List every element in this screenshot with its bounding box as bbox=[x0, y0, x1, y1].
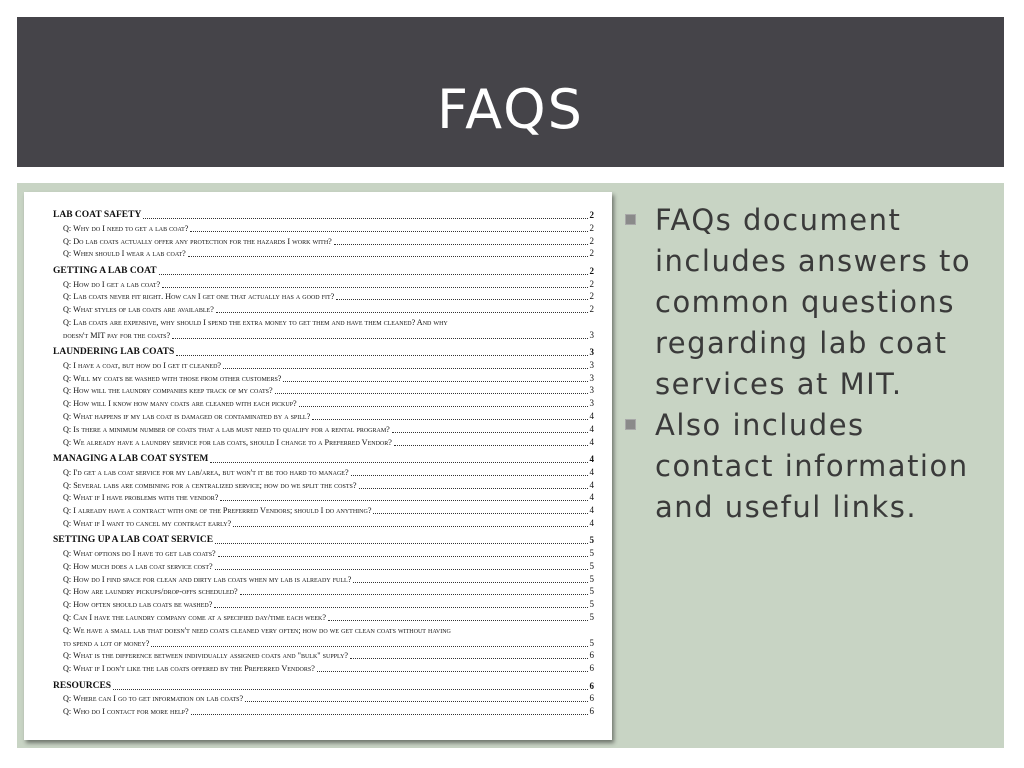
dot-leader bbox=[275, 393, 588, 394]
toc-page-number: 5 bbox=[589, 560, 594, 571]
toc-entry bbox=[63, 490, 594, 503]
toc-page-number: 4 bbox=[589, 453, 594, 464]
toc-entry-text: Q: Several labs are combining for a centralized service; how do we split the costs? bbox=[63, 480, 357, 490]
toc-entry bbox=[63, 478, 594, 491]
toc-page-number: 4 bbox=[589, 505, 594, 516]
toc-section-title: SETTING UP A LAB COAT SERVICE bbox=[53, 535, 214, 546]
toc-entry bbox=[63, 704, 594, 717]
toc-entry-text: Q: How will I know how many coats are cleaned with each pickup? bbox=[63, 399, 297, 409]
toc-entry-text: Q: Is there a minimum number of coats that a lab must need to qualify for a rental program? bbox=[63, 424, 390, 434]
toc-entry-text: Q: How often should lab coats be washed? bbox=[63, 600, 213, 610]
bullet-text: Also includes contact information and useful links. bbox=[655, 408, 969, 524]
dot-leader bbox=[317, 671, 588, 672]
square-bullet-icon bbox=[625, 214, 636, 225]
dot-leader bbox=[191, 714, 588, 715]
toc-page-number: 5 bbox=[589, 612, 594, 622]
toc-entry-text: to spend a lot of money? bbox=[63, 638, 150, 648]
toc-entry-text: Q: What if I want to cancel my contract early? bbox=[63, 518, 232, 528]
toc-page-number: 4 bbox=[589, 479, 594, 490]
bullet-text: FAQs document includes answers to common questions regarding lab coat services at MIT. bbox=[655, 203, 972, 401]
toc-section-heading bbox=[53, 452, 594, 465]
dot-leader bbox=[214, 607, 587, 608]
toc-entry-text: Q: How much does a lab coat service cost? bbox=[63, 561, 213, 571]
dot-leader bbox=[143, 218, 587, 219]
dot-leader bbox=[210, 462, 587, 463]
toc-page-number: 5 bbox=[589, 535, 594, 546]
toc-page-number: 6 bbox=[589, 706, 594, 717]
toc-page-number: 3 bbox=[589, 385, 594, 396]
dot-leader bbox=[283, 381, 587, 382]
dot-leader bbox=[176, 355, 587, 356]
toc-entry-text: Q: What if I have problems with the vendor? bbox=[63, 493, 219, 503]
toc-entry bbox=[63, 277, 594, 290]
toc-entry bbox=[63, 371, 594, 384]
toc-page-number: 5 bbox=[589, 599, 594, 610]
toc-entry bbox=[63, 289, 594, 302]
toc-entry-text: Q: We have a small lab that doesn't need coats cleaned very often; how do we get clean coats without having bbox=[63, 625, 451, 635]
dot-leader bbox=[312, 419, 587, 420]
toc-entry-text: Q: Where can I go to get information on lab coats? bbox=[63, 694, 244, 704]
toc-document-image bbox=[24, 192, 612, 740]
toc-entry-text: Q: What is the difference between individually assigned coats and "bulk" supply? bbox=[63, 651, 349, 661]
toc-entry-text: Q: How do I get a lab coat? bbox=[63, 279, 161, 289]
toc-page-number: 6 bbox=[589, 693, 594, 704]
toc-entry bbox=[63, 648, 594, 661]
dot-leader bbox=[392, 432, 588, 433]
toc-entry-text: Q: I already have a contract with one of the Preferred Vendors; should I do anything? bbox=[63, 506, 372, 516]
toc-entry-line bbox=[63, 315, 594, 328]
toc-entry bbox=[63, 383, 594, 396]
toc-entry-text: Q: When should I wear a lab coat? bbox=[63, 249, 186, 259]
toc-entry-text: Q: What styles of lab coats are available? bbox=[63, 305, 214, 315]
toc-page-number: 6 bbox=[589, 650, 594, 661]
toc-section-title: LAB COAT SAFETY bbox=[53, 210, 142, 220]
toc-entry-text: Q: We already have a laundry service for lab coats, should I change to a Preferred Vendor? bbox=[63, 437, 392, 447]
toc-page-number: 6 bbox=[589, 680, 594, 691]
dot-leader bbox=[336, 299, 587, 300]
dot-leader bbox=[350, 658, 587, 659]
bullet-item bbox=[624, 405, 984, 528]
toc-page-number: 5 bbox=[589, 586, 594, 597]
toc-entry-text: Q: How do I find space for clean and dirty lab coats when my lab is already full? bbox=[63, 574, 352, 584]
toc-page-number: 2 bbox=[589, 278, 594, 289]
toc-entry-text: Q: What options do I have to get lab coats? bbox=[63, 549, 216, 558]
toc-section-title: MANAGING A LAB COAT SYSTEM bbox=[53, 453, 209, 464]
toc-page-number: 2 bbox=[589, 265, 594, 276]
toc-entry-text: Q: Why do I need to get a lab coat? bbox=[63, 223, 189, 233]
toc-entry bbox=[63, 465, 594, 478]
toc-page-number: 3 bbox=[589, 347, 594, 357]
toc-entry bbox=[63, 503, 594, 516]
toc-entry bbox=[63, 661, 594, 674]
dot-leader bbox=[216, 312, 588, 313]
dot-leader bbox=[353, 582, 587, 583]
toc-section-title: RESOURCES bbox=[53, 680, 112, 691]
bullet-item bbox=[624, 200, 984, 405]
toc-section-heading bbox=[53, 533, 594, 546]
dot-leader bbox=[151, 646, 587, 647]
toc-entry-text: Q: Do lab coats actually offer any protection for the hazards I work with? bbox=[63, 236, 332, 246]
toc-page-number: 2 bbox=[589, 291, 594, 302]
toc-page-number: 5 bbox=[589, 573, 594, 584]
toc-entry bbox=[63, 546, 594, 559]
toc-section-title: GETTING A LAB COAT bbox=[53, 265, 157, 276]
toc-entry bbox=[63, 358, 594, 371]
toc-section-heading bbox=[53, 679, 594, 692]
dot-leader bbox=[113, 689, 587, 690]
toc-page-number: 5 bbox=[589, 548, 594, 558]
dot-leader bbox=[220, 500, 587, 501]
toc-entry-text: Q: What if I don't like the lab coats offered by the Preferred Vendors? bbox=[63, 664, 315, 674]
toc-entry-text: Q: How are laundry pickups/drop-offs scheduled? bbox=[63, 587, 238, 597]
toc-page-number: 5 bbox=[589, 637, 594, 648]
dot-leader bbox=[172, 338, 587, 339]
toc-page-number: 2 bbox=[589, 304, 594, 315]
dot-leader bbox=[190, 231, 587, 232]
toc-entry-text: doesn't MIT pay for the coats? bbox=[63, 330, 171, 340]
toc-entry bbox=[63, 610, 594, 623]
toc-page-number: 4 bbox=[589, 517, 594, 528]
toc-entry-text: Q: Who do I contact for more help? bbox=[63, 707, 189, 717]
toc-entry bbox=[63, 234, 594, 247]
toc-entry bbox=[63, 572, 594, 585]
dot-leader bbox=[240, 594, 588, 595]
toc-page-number: 2 bbox=[589, 235, 594, 246]
toc-entry bbox=[63, 409, 594, 422]
dot-leader bbox=[359, 488, 588, 489]
dot-leader bbox=[394, 445, 588, 446]
toc-entry-text: Q: I'd get a lab coat service for my lab/area, but won't it be too hard to manage? bbox=[63, 467, 349, 477]
toc-page-number: 3 bbox=[589, 398, 594, 409]
dot-leader bbox=[299, 406, 588, 407]
dot-leader bbox=[162, 287, 587, 288]
dot-leader bbox=[188, 256, 588, 257]
dot-leader bbox=[159, 274, 588, 275]
toc-page-number: 6 bbox=[589, 663, 594, 674]
toc-page-number: 4 bbox=[589, 466, 594, 477]
toc-page-number: 2 bbox=[589, 248, 594, 259]
dot-leader bbox=[328, 620, 587, 621]
toc-entry-line bbox=[63, 623, 594, 636]
toc-entry-text: Q: Will my coats be washed with those from other customers? bbox=[63, 373, 282, 383]
bullet-list bbox=[624, 200, 984, 528]
toc-entry-text: Q: What happens if my lab coat is damaged or contaminated by a spill? bbox=[63, 412, 311, 421]
toc-section-heading bbox=[53, 264, 594, 277]
dot-leader bbox=[334, 244, 588, 245]
square-bullet-icon bbox=[625, 419, 636, 430]
toc-page-number: 4 bbox=[589, 423, 594, 434]
toc-entry bbox=[63, 328, 594, 341]
toc-page-number: 2 bbox=[589, 210, 594, 220]
toc-page-number: 3 bbox=[589, 372, 594, 383]
toc-section-heading bbox=[53, 345, 594, 358]
title-bar bbox=[17, 17, 1004, 167]
toc-entry bbox=[63, 584, 594, 597]
dot-leader bbox=[245, 701, 587, 702]
toc-entry bbox=[63, 636, 594, 649]
toc-entry bbox=[63, 396, 594, 409]
dot-leader bbox=[215, 569, 588, 570]
toc-entry bbox=[63, 691, 594, 704]
dot-leader bbox=[215, 543, 587, 544]
toc-entry bbox=[63, 246, 594, 259]
dot-leader bbox=[218, 556, 588, 557]
dot-leader bbox=[233, 526, 587, 527]
toc-entry-text: Q: Lab coats are expensive, why should I spend the extra money to get them and have them cleaned? And why bbox=[63, 317, 448, 327]
dot-leader bbox=[351, 475, 588, 476]
toc-entry bbox=[63, 559, 594, 572]
toc-section-title: LAUNDERING LAB COATS bbox=[53, 347, 175, 357]
toc-entry-text: Q: I have a coat, but how do I get it cleaned? bbox=[63, 360, 222, 370]
toc-entry bbox=[63, 597, 594, 610]
toc-entry bbox=[63, 435, 594, 448]
slide-title: FAQS bbox=[437, 78, 584, 141]
toc-page-number: 4 bbox=[589, 411, 594, 421]
toc-page-number: 3 bbox=[589, 329, 594, 340]
toc-page-number: 4 bbox=[589, 492, 594, 503]
toc-section-heading bbox=[53, 208, 594, 221]
toc-page-number: 4 bbox=[589, 436, 594, 447]
toc-entry bbox=[63, 422, 594, 435]
toc-entry bbox=[63, 302, 594, 315]
toc-entry bbox=[63, 516, 594, 529]
toc-entry bbox=[63, 221, 594, 234]
toc-page-number: 2 bbox=[589, 222, 594, 233]
toc-entry-text: Q: How will the laundry companies keep track of my coats? bbox=[63, 386, 273, 396]
dot-leader bbox=[223, 368, 587, 369]
toc-entry-text: Q: Can I have the laundry company come at a specified day/time each week? bbox=[63, 613, 327, 622]
toc-page-number: 3 bbox=[589, 359, 594, 370]
toc-entry-text: Q: Lab coats never fit right. How can I get one that actually has a good fit? bbox=[63, 292, 335, 302]
dot-leader bbox=[373, 513, 587, 514]
